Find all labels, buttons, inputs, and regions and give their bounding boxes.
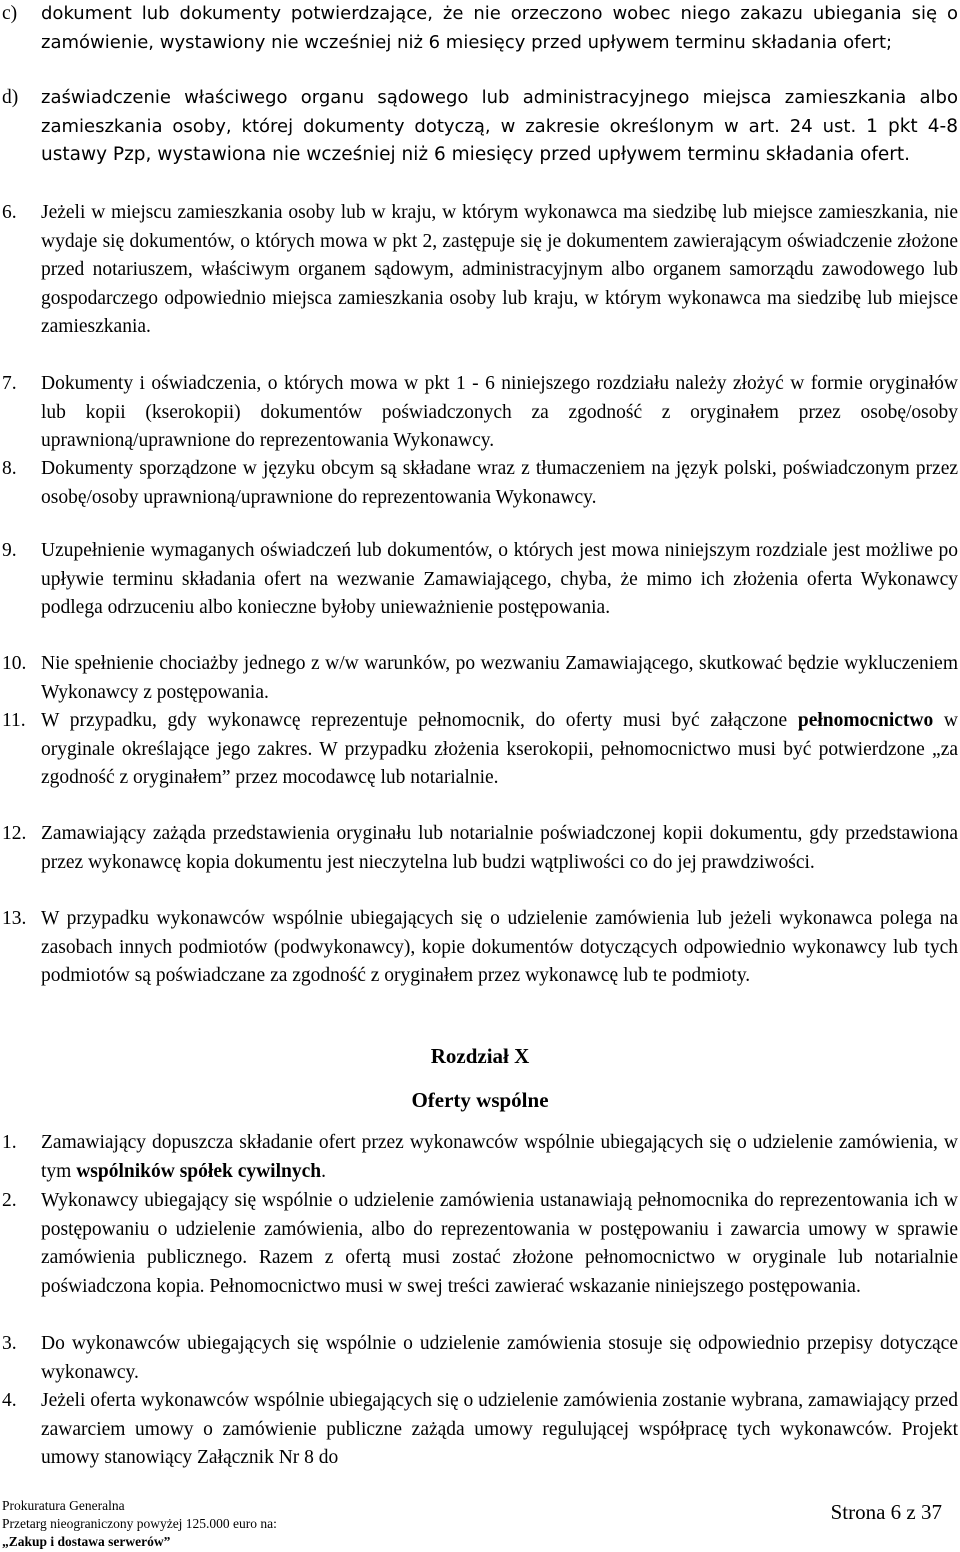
item-text-part: Do wykonawców ubiegających się wspólnie o udzielenie zamówienia stosuje się odpowiednio przepisy dotyczące wykonawcy. [41,1333,958,1383]
item-text-part: Zamawiający zażąda przedstawienia oryginału lub notarialnie poświadczonej kopii dokumentu, gdy przedstawiona przez wykonawcę kopia dokumentu jest nieczytelna lub budzi wątpliwości co do jej prawdziwości. [41,823,958,873]
page-number: Strona 6 z 37 [830,1500,942,1524]
item-text [41,1387,958,1473]
item-text-part: Dokumenty i oświadczenia, o których mowa w pkt 1 - 6 niniejszego rozdziału należy złożyć w formie oryginałów lub kopii (kserokopii) dokumentów poświadczonych za zgodność z oryginałem przez osobę/osoby uprawnioną/uprawnione do reprezentowania Wykonawcy. [41,373,958,452]
item-number: 7. [2,373,17,394]
footer-info [2,1498,277,1550]
item-text [41,1129,958,1186]
item-text [41,455,958,512]
item-text-part: . [321,1160,326,1182]
item-number: 10. [2,653,27,674]
item-number: 4. [2,1390,17,1411]
list-item-x4 [0,1387,958,1473]
item-text [41,707,958,793]
item-number: 13. [2,908,27,929]
footer-subject: „Zakup i dostawa serwerów” [2,1534,171,1549]
item-number: 8. [2,458,17,479]
item-number: c) [2,3,18,24]
item-text [41,0,958,57]
list-item-8 [0,455,958,512]
item-text-part: Jeżeli w miejscu zamieszkania osoby lub w kraju, w którym wykonawca ma siedzibę lub miejsce zamieszkania, nie wydaje się dokumentów, o których mowa w pkt 2, zastępuje się je dokumentem zawierającym oświadczenie złożone przed notariuszem, właściwym organem sądowym, administracyjnym albo organem samorządu zawodowego lub gospodarczego odpowiednio miejsca zamieszkania osoby lub kraju, w którym wykonawca ma siedzibę lub miejsce zamieszkania. [41,202,958,338]
item-number: 9. [2,540,17,561]
item-number: 2. [2,1190,17,1211]
item-text [41,1330,958,1387]
footer-organization: Prokuratura Generalna [2,1498,125,1513]
item-text-part: Zamawiający dopuszcza składanie ofert przez wykonawców wspólnie ubiegających się o udzielenie zamówienia, w tym [41,1132,958,1182]
item-number: 11. [2,710,26,731]
item-text-bold: wspólników spółek cywilnych [76,1160,322,1182]
item-text-part: Dokumenty sporządzone w języku obcym są składane wraz z tłumaczeniem na język polski, poświadczonym przez osobę/osoby uprawnioną/uprawnione do reprezentowania Wykonawcy. [41,458,958,508]
item-number: d) [2,87,19,108]
item-text-part: dokument lub dokumenty potwierdzające, że nie orzeczono wobec niego zakazu ubiegania się o zamówienie, wystawiony nie wcześniej niż 6 miesięcy przed upływem terminu składania ofert; [41,3,958,53]
list-item-d [0,84,958,170]
list-item-7 [0,370,958,456]
list-item-x1 [0,1129,958,1186]
list-item-10 [0,650,958,707]
item-number: 3. [2,1333,17,1354]
list-item-c [0,0,958,57]
chapter-title: Rozdział X [430,1044,530,1068]
item-text-part: W przypadku wykonawców wspólnie ubiegających się o udzielenie zamówienia lub jeżeli wykonawca polega na zasobach innych podmiotów (podwykonawcy), kopie dokumentów dotyczących odpowiednio wykonawcy lub tych podmiotów są poświadczane za zgodność z oryginałem przez wykonawcę lub te podmioty. [41,908,958,987]
item-text-part: zaświadczenie właściwego organu sądowego lub administracyjnego miejsca zamieszkania albo zamieszkania osoby, której dokumenty dotyczą, w zakresie określonym w art. 24 ust. [41,87,958,137]
item-text [41,370,958,456]
item-text [41,199,958,342]
list-item-x3 [0,1330,958,1387]
item-text [41,905,958,991]
list-item-6 [0,199,958,342]
list-item-x2 [0,1187,958,1301]
chapter-subtitle: Oferty wspólne [411,1088,549,1112]
list-item-9 [0,537,958,623]
item-number: 12. [2,823,27,844]
footer-tender: Przetarg nieograniczony powyżej 125.000 euro na: [2,1516,277,1531]
item-text-part: Uzupełnienie wymaganych oświadczeń lub dokumentów, o których jest mowa niniejszym rozdziale jest możliwe po upływie terminu składania ofert na wezwanie Zamawiającego, chyba, że mimo ich złożenia oferta Wykonawcy podlega odrzuceniu albo konieczne byłoby unieważnienie postępowania. [41,540,958,619]
item-text-part: w oryginale określające jego zakres. W przypadku złożenia kserokopii, pełnomocnictwo musi być potwierdzone „za zgodność z oryginałem” przez mocodawcę lub notarialnie. [41,710,958,789]
item-text [41,1187,958,1301]
item-text [41,650,958,707]
list-item-13 [0,905,958,991]
item-text-part: 1 pkt 4-8 ustawy Pzp, wystawiona nie wcześniej niż 6 miesięcy przed upływem terminu składania ofert. [41,115,958,166]
list-item-12 [0,820,958,877]
item-text-bold: pełnomocnictwo [797,710,934,731]
item-text [41,84,958,170]
item-text-part: Jeżeli oferta wykonawców wspólnie ubiegających się o udzielenie zamówienia zostanie wybrana, zamawiający przed zawarciem umowy o zamówienie publiczne zażąda umowy regulującej współpracę tych wykonawców. Projekt umowy stanowiący Załącznik Nr 8 do [41,1390,958,1469]
item-text [41,537,958,623]
item-number: 6. [2,202,17,223]
list-item-11 [0,707,958,793]
item-text-part: Nie spełnienie chociażby jednego z w/w warunków, po wezwaniu Zamawiającego, skutkować będzie wykluczeniem Wykonawcy z postępowania. [41,653,958,703]
item-number: 1. [2,1132,17,1153]
item-text-part: Wykonawcy ubiegający się wspólnie o udzielenie zamówienia ustanawiają pełnomocnika do reprezentowania ich w postępowaniu o udzielenie zamówienia, albo do reprezentowania w postępowaniu i zawarcia umowy w sprawie zamówienia publicznego. Razem z ofertą musi zostać złożone pełnomocnictwo w oryginale lub notarialnie poświadczona kopia. Pełnomocnictwo musi w swej treści zawierać wskazanie niniejszego postępowania. [41,1190,958,1297]
item-text-part: W przypadku, gdy wykonawcę reprezentuje pełnomocnik, do oferty musi być załączone [41,710,798,731]
item-text [41,820,958,877]
